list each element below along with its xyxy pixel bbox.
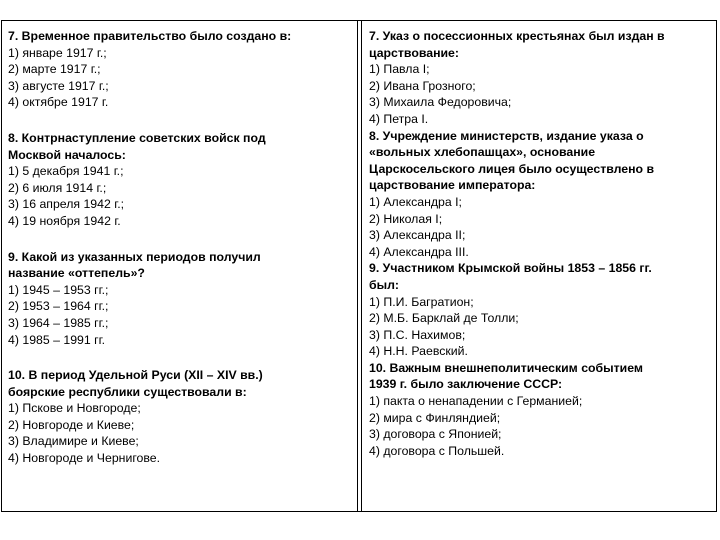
right-question-10 <box>369 360 713 460</box>
question-title <box>369 128 713 194</box>
answer-option: 2) марте 1917 г.; <box>8 62 101 77</box>
question-title-line: 7. Указ о посессионных крестьянах был издан в <box>369 29 665 43</box>
question-title <box>369 260 713 293</box>
left-question-9 <box>8 249 353 349</box>
question-title <box>8 249 353 282</box>
question-title-line: Царскосельского лицея было осуществлено в <box>369 161 655 176</box>
answer-option: 3) августе 1917 г.; <box>8 78 109 93</box>
column-divider-right <box>361 21 362 511</box>
column-divider-left <box>357 21 358 511</box>
question-title <box>8 130 353 163</box>
question-title-line: 7. Временное правительство было создано в: <box>8 29 292 43</box>
question-title <box>8 367 353 400</box>
question-title-line: 10. В период Удельной Руси (XII – XIV вв.) <box>8 368 263 383</box>
question-title <box>8 28 353 45</box>
answer-option: 2) мира с Финляндией; <box>369 410 501 425</box>
left-column <box>8 28 353 486</box>
question-title-line: Москвой началось: <box>8 147 126 162</box>
answer-option: 1) 1945 – 1953 гг.; <box>8 282 109 297</box>
answer-option: 3) 1964 – 1985 гг.; <box>8 315 109 330</box>
answer-option: 2) Новгороде и Киеве; <box>8 417 135 432</box>
answer-option: 3) Владимире и Киеве; <box>8 434 139 449</box>
answer-option: 2) 1953 – 1964 гг.; <box>8 299 109 314</box>
question-title-line: царствование: <box>369 45 459 60</box>
question-title-line: царствование императора: <box>369 178 536 193</box>
question-title-line: 8. Контрнаступление советских войск под <box>8 130 266 145</box>
question-title-line: 10. Важным внешнеполитическим событием <box>369 360 644 375</box>
left-question-8 <box>8 130 353 230</box>
answer-option: 2) М.Б. Барклай де Толли; <box>369 311 519 326</box>
question-title-line: 9. Участником Крымской войны 1853 – 1856 гг. <box>369 261 652 276</box>
left-question-10 <box>8 367 353 467</box>
answer-option: 1) Пскове и Новгороде; <box>8 401 141 416</box>
question-title-line: 8. Учреждение министерств, издание указа о <box>369 128 644 143</box>
answer-option: 4) договора с Польшей. <box>369 443 505 458</box>
right-question-9 <box>369 260 713 360</box>
question-title-line: был: <box>369 277 400 292</box>
question-title <box>369 28 713 61</box>
right-column <box>369 28 713 459</box>
answer-option: 3) Александра II; <box>369 228 466 243</box>
right-question-8 <box>369 128 713 261</box>
answer-option: 4) Петра I. <box>369 111 429 126</box>
question-title-line: название «оттепель»? <box>8 266 145 281</box>
answer-option: 3) договора с Японией; <box>369 427 502 442</box>
answer-option: 1) пакта о ненападении с Германией; <box>369 394 583 409</box>
question-title-line: «вольных хлебопашцах», основание <box>369 145 596 160</box>
right-question-7 <box>369 28 713 128</box>
question-title-line: 1939 г. было заключение СССР: <box>369 377 563 392</box>
answer-option: 4) Александра III. <box>369 244 469 259</box>
question-title-line: боярские республики существовали в: <box>8 384 247 399</box>
answer-option: 4) Н.Н. Раевский. <box>369 344 468 359</box>
answer-option: 4) 19 ноября 1942 г. <box>8 213 121 228</box>
answer-option: 4) октябре 1917 г. <box>8 95 109 110</box>
answer-option: 3) Михаила Федоровича; <box>369 95 512 110</box>
answer-option: 1) Александра I; <box>369 194 462 209</box>
answer-option: 4) Новгороде и Чернигове. <box>8 451 161 466</box>
answer-option: 1) январе 1917 г.; <box>8 45 107 60</box>
questions-table <box>1 20 717 512</box>
answer-option: 3) 16 апреля 1942 г.; <box>8 197 125 212</box>
answer-option: 2) Николая I; <box>369 211 443 226</box>
answer-option: 3) П.С. Нахимов; <box>369 327 466 342</box>
answer-option: 1) 5 декабря 1941 г.; <box>8 164 124 179</box>
answer-option: 2) Ивана Грозного; <box>369 78 476 93</box>
answer-option: 1) П.И. Багратион; <box>369 294 474 309</box>
question-title-line: 9. Какой из указанных периодов получил <box>8 249 261 264</box>
question-title <box>369 360 713 393</box>
answer-option: 4) 1985 – 1991 гг. <box>8 332 106 347</box>
answer-option: 1) Павла I; <box>369 62 430 77</box>
answer-option: 2) 6 июля 1914 г.; <box>8 180 107 195</box>
left-question-7 <box>8 28 353 111</box>
